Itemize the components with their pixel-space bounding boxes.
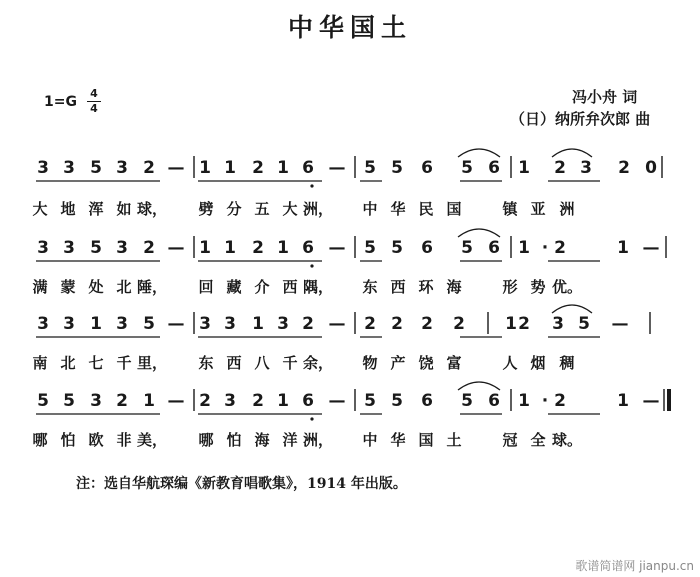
note: 5 [90, 158, 102, 178]
note: 2 [421, 314, 433, 334]
note: 6 [421, 238, 433, 258]
composer-credit: （日）纳所弁次郎 曲 [510, 110, 651, 128]
lyric-char: 国 [446, 200, 462, 218]
lyric-char: 物 [362, 354, 378, 372]
lyric-char: 富 [446, 354, 462, 372]
note: 3 [552, 314, 564, 334]
lyric-char: 分 [226, 200, 242, 218]
lyric-char: 中 [362, 431, 378, 449]
note: 2 [618, 158, 630, 178]
note: 2 [252, 238, 264, 258]
note: 3 [116, 158, 128, 178]
dot-mark: · [541, 238, 549, 258]
note: 1 [617, 238, 629, 258]
note: 5 [143, 314, 155, 334]
lyric-char: 洲， [302, 200, 334, 218]
lyric-char: 人 [502, 354, 518, 372]
time-signature-bottom: 4 [90, 102, 98, 115]
lyric-char: 千 [116, 354, 132, 372]
note: 2 [252, 158, 264, 178]
note: 2 [554, 391, 566, 411]
note: 5 [461, 158, 473, 178]
lyric-char: 五 [254, 200, 270, 218]
lyric-char: 千 [282, 354, 298, 372]
lyric-char: 回 [198, 278, 214, 296]
lyric-char: 亚 [530, 200, 546, 218]
source-note: 注：选自华航琛编《新教育唱歌集》，1914 年出版。 [76, 476, 407, 492]
note: 6 [421, 158, 433, 178]
lyric-char: 怕 [60, 431, 76, 449]
note: 3 [37, 158, 49, 178]
dash-extension: — [328, 238, 346, 258]
note: 1 [277, 391, 289, 411]
lyric-char: 东 [198, 354, 214, 372]
note: 5 [461, 238, 473, 258]
dash-extension: — [167, 391, 185, 411]
lyric-char: 南 [32, 354, 48, 372]
lyric-char: 怕 [226, 431, 242, 449]
lyric-char: 华 [390, 431, 406, 449]
lyric-char: 里， [136, 354, 168, 372]
dash-extension: — [167, 158, 185, 178]
lyric-char: 产 [390, 354, 406, 372]
lyric-char: 饶 [418, 354, 434, 372]
lyric-char: 七 [88, 354, 104, 372]
note: 6 [302, 238, 314, 258]
dash-extension: — [167, 314, 185, 334]
note: 1 [143, 391, 155, 411]
lyricist-credit: 冯小舟 词 [572, 88, 638, 106]
lyric-char: 地 [60, 200, 76, 218]
lyric-char: 余， [302, 354, 334, 372]
note: 5 [391, 238, 403, 258]
note: 6 [488, 391, 500, 411]
note: 2 [199, 391, 211, 411]
note: 1 [518, 158, 530, 178]
lyric-char: 烟 [530, 354, 546, 372]
lyric-char: 东 [362, 278, 378, 296]
note: 1 [252, 314, 264, 334]
dash-extension: — [611, 314, 629, 334]
lyric-char: 洋 [282, 431, 298, 449]
note: 6 [488, 158, 500, 178]
dash-extension: — [328, 391, 346, 411]
lyric-char: 浑 [88, 200, 104, 218]
lyric-char: 藏 [226, 278, 242, 296]
note: 1 [518, 391, 530, 411]
note: 3 [37, 314, 49, 334]
note: 2 [391, 314, 403, 334]
note: 0 [645, 158, 657, 178]
note: 3 [580, 158, 592, 178]
lyric-char: 土 [446, 431, 462, 449]
note: 3 [224, 391, 236, 411]
lyric-char: 西 [390, 278, 406, 296]
lyric-char: 海 [254, 431, 270, 449]
lyric-char: 西 [282, 278, 298, 296]
note: 3 [277, 314, 289, 334]
lyric-char: 蒙 [60, 278, 76, 296]
lyric-char: 优。 [551, 278, 583, 296]
octave-dot [310, 264, 313, 267]
slur-arc [552, 305, 592, 313]
lyric-char: 全 [530, 431, 546, 449]
lyric-char: 北 [60, 354, 76, 372]
octave-dot [310, 417, 313, 420]
note: 6 [488, 238, 500, 258]
note: 1 [199, 158, 211, 178]
note: 1 [277, 238, 289, 258]
note: 5 [391, 391, 403, 411]
note: 2 [143, 158, 155, 178]
note: 3 [63, 238, 75, 258]
note: 6 [302, 391, 314, 411]
slur-arc [552, 149, 592, 157]
lyric-char: 如 [116, 200, 132, 218]
lyric-char: 八 [254, 354, 270, 372]
note: 3 [37, 238, 49, 258]
note: 2 [116, 391, 128, 411]
note: 5 [391, 158, 403, 178]
note: 2 [364, 314, 376, 334]
lyric-char: 冠 [502, 431, 518, 449]
note: 3 [63, 158, 75, 178]
lyric-char: 国 [418, 431, 434, 449]
note: 5 [364, 391, 376, 411]
lyric-char: 稠 [559, 354, 575, 372]
lyric-char: 陲， [136, 278, 168, 296]
slur-arc [458, 149, 500, 157]
lyric-char: 隅， [302, 278, 334, 296]
lyric-char: 哪 [198, 431, 214, 449]
lyric-char: 劈 [198, 200, 214, 218]
note: 6 [421, 391, 433, 411]
note: 5 [578, 314, 590, 334]
note: 1 [518, 238, 530, 258]
note: 1 [224, 158, 236, 178]
lyric-char: 华 [390, 200, 406, 218]
note: 2 [143, 238, 155, 258]
note: 3 [199, 314, 211, 334]
dash-extension: — [328, 314, 346, 334]
lyric-char: 哪 [32, 431, 48, 449]
note: 1 [617, 391, 629, 411]
lyric-char: 西 [226, 354, 242, 372]
lyric-char: 环 [418, 278, 434, 296]
song-title: 中华国土 [287, 13, 412, 42]
key-signature: 1=G [44, 94, 77, 110]
lyric-char: 势 [530, 278, 546, 296]
note: 6 [302, 158, 314, 178]
note: 1 [90, 314, 102, 334]
lyric-char: 欧 [88, 431, 104, 449]
note: 3 [90, 391, 102, 411]
lyric-char: 球， [136, 200, 168, 218]
note: 5 [37, 391, 49, 411]
dash-extension: — [642, 238, 660, 258]
dash-extension: — [642, 391, 660, 411]
dot-mark: · [541, 391, 549, 411]
note: 2 [302, 314, 314, 334]
dash-extension: — [328, 158, 346, 178]
lyric-char: 镇 [502, 200, 518, 218]
lyric-char: 中 [362, 200, 378, 218]
lyric-char: 非 [116, 431, 132, 449]
note: 2 [252, 391, 264, 411]
lyric-char: 洲 [559, 200, 575, 218]
note: 3 [116, 238, 128, 258]
note: 3 [116, 314, 128, 334]
note: 2 [518, 314, 530, 334]
slur-arc [458, 382, 500, 390]
note: 5 [364, 238, 376, 258]
site-watermark: 歌谱简谱网 jianpu.cn [575, 559, 694, 573]
note: 1 [505, 314, 517, 334]
lyric-char: 海 [446, 278, 462, 296]
lyric-char: 民 [418, 200, 434, 218]
note: 5 [63, 391, 75, 411]
lyric-char: 介 [254, 278, 270, 296]
time-signature-top: 4 [90, 87, 98, 100]
dash-extension: — [167, 238, 185, 258]
slur-arc [458, 229, 500, 237]
note: 5 [90, 238, 102, 258]
note: 5 [364, 158, 376, 178]
note: 1 [277, 158, 289, 178]
note: 2 [554, 158, 566, 178]
note: 2 [554, 238, 566, 258]
note: 1 [224, 238, 236, 258]
lyric-char: 洲， [302, 431, 334, 449]
lyric-char: 球。 [551, 431, 583, 449]
lyric-char: 处 [88, 278, 104, 296]
lyric-char: 满 [32, 278, 48, 296]
lyric-char: 大 [282, 200, 298, 218]
lyric-char: 美， [136, 431, 168, 449]
lyric-char: 大 [32, 200, 48, 218]
note: 5 [461, 391, 473, 411]
lyric-char: 北 [116, 278, 132, 296]
octave-dot [310, 184, 313, 187]
note: 2 [453, 314, 465, 334]
lyric-char: 形 [502, 278, 518, 296]
note: 1 [199, 238, 211, 258]
note: 3 [224, 314, 236, 334]
note: 3 [63, 314, 75, 334]
